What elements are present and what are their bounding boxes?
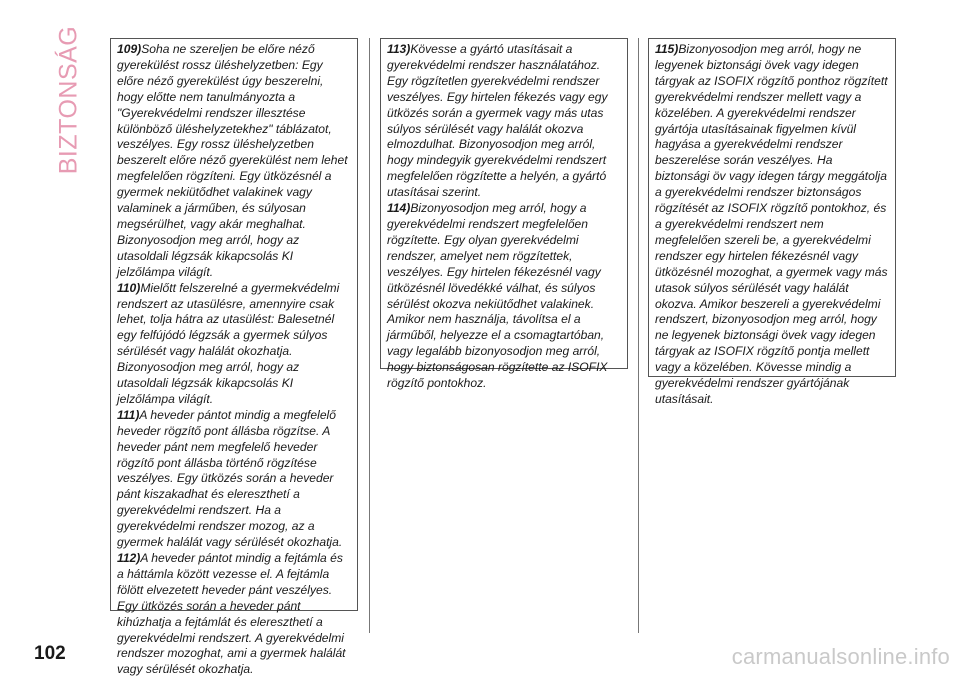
page-number: 102	[34, 643, 66, 664]
warning-number: 115)	[655, 42, 679, 56]
warning-box-col2	[380, 38, 628, 391]
warning-number: 113)	[387, 42, 411, 56]
warning-text: Soha ne szereljen be előre néző gyerekülést rossz üléshelyzetben: Egy előre néző gyerekülést úgy beszerelni, hogy előtte nem tanulmányozta a "Gyerekvédelmi rendszer illesztése különböző üléshelyzetekhez" táblázatot, veszélyes. Egy rossz üléshelyzetben beszerelt előre néző gyerekülést nem lehet megfelelően rögzíteni. Egy ütközésnél a gyermek nekiütődhet valakinek vagy valaminek a járműben, és súlyosan megsérülhet, vagy akár meghalhat. Bizonyosodjon meg arról, hogy az utasoldali légzsák kikapcsolás KI jelzőlámpa világít.	[117, 42, 348, 279]
warning-box-col3	[648, 38, 896, 406]
warning-paragraph	[387, 201, 622, 392]
warning-text: A heveder pántot mindig a fejtámla és a háttámla között vezesse el. A fejtámla fölött elvezetett heveder pánt veszélyes. Egy ütközés során a heveder pánt kihúzhatja a fejtámlát és elereszthetí a gyerekvédelmi rendszert. A gyerekvédelmi rendszer mozoghat, ami a gyermek halálát vagy sérülését okozhatja.	[117, 551, 346, 677]
column-divider	[369, 38, 370, 633]
warning-number: 110)	[117, 280, 141, 295]
warning-text: Mielőtt felszerelné a gyermekvédelmi rendszert az utasülésre, amennyire csak lehet, tolja hátra az utasülést: Balesetnél egy felfújódó légzsák a gyermek súlyos sérülését vagy halálát okozhatja. Bizonyosodjon meg arról, hogy az utasoldali légzsák kikapcsolás KI jelzőlámpa világít.	[117, 280, 340, 406]
warning-paragraph	[117, 551, 352, 678]
warning-number: 112)	[117, 551, 141, 565]
warning-paragraph	[117, 281, 352, 408]
warning-text: Bizonyosodjon meg arról, hogy a gyerekvédelmi rendszert megfelelően rögzítette. Egy olyan gyerekvédelmi rendszer, amelyet nem rögzítettek, veszélyes. Egy hirtelen fékezésnél vagy ütközésnél lövedékké válhat, és súlyos sérülést okozva nekiütődhet valakinek. Amikor nem használja, távolítsa el a járműből, helyezze el a csomagtartóban, vagy legalább bizonyosodjon meg arról, hogy biztonságosan rögzítette az ISOFIX rögzítő pontokhoz.	[387, 201, 608, 391]
section-tab-label: BIZTONSÁG	[54, 25, 83, 175]
section-tab	[54, 25, 83, 175]
warning-box-col1	[110, 38, 358, 677]
warning-number: 114)	[387, 201, 411, 216]
warning-paragraph	[117, 42, 352, 281]
warning-text: Kövesse a gyártó utasításait a gyerekvédelmi rendszer használatához. Egy rögzítetlen gyerekvédelmi rendszer veszélyes. Egy hirtelen fékezés vagy egy ütközés során a gyermek vagy más utas súlyos sérülését vagy halálát okozva elmozdulhat. Bizonyosodjon meg arról, hogy mindegyik gyerekvédelmi rendszert megfelelően rögzítette a helyén, a gyártó utasításai szerint.	[387, 42, 608, 200]
warning-number: 109)	[117, 42, 142, 56]
watermark: carmanualsonline.info	[731, 644, 950, 669]
warning-paragraph	[387, 42, 622, 201]
warning-paragraph	[655, 42, 890, 408]
warning-text: Bizonyosodjon meg arról, hogy ne legyenek biztonsági övek vagy idegen tárgyak az ISOFIX rögzítő ponthoz rögzített gyerekvédelmi rendszer mellett vagy a közelében. A gyerekvédelmi rendszer gyártója utasításainak figyelmen kívül hagyása a gyerekvédelmi rendszer beszerelése során veszélyes. Ha biztonsági öv vagy idegen tárgy meggátolja a gyerekvédelmi rendszer biztonságos rögzítését az ISOFIX rögzítő pontokhoz, és a gyerekvédelmi rendszert nem megfelelően szereli be, a gyerekvédelmi rendszer egy hirtelen fékezésnél vagy ütközésnél mozoghat, a gyermek vagy más utasok súlyos sérülését vagy halálát okozva. Amikor beszereli a gyerekvédelmi rendszert, bizonyosodjon meg arról, hogy ne legyenek biztonsági övek vagy idegen tárgyak az ISOFIX rögzítő pontja mellett vagy a közelében. Kövesse mindig a gyerekvédelmi rendszer gyártójának utasításait.	[655, 42, 888, 406]
warning-number: 111)	[117, 407, 140, 422]
column-divider	[638, 38, 639, 633]
warning-paragraph	[117, 408, 352, 551]
warning-text: A heveder pántot mindig a megfelelő heveder rögzítő pont állásba rögzítse. A heveder pánt nem megfelelő heveder rögzítő pont állásba történő rögzítése veszélyes. Egy ütközés során a heveder pánt kiszakadhat és elereszthetí a gyerekvédelmi rendszert. Ha a gyerekvédelmi rendszer mozog, az a gyermek halálát vagy sérülését okozhatja.	[117, 407, 343, 550]
